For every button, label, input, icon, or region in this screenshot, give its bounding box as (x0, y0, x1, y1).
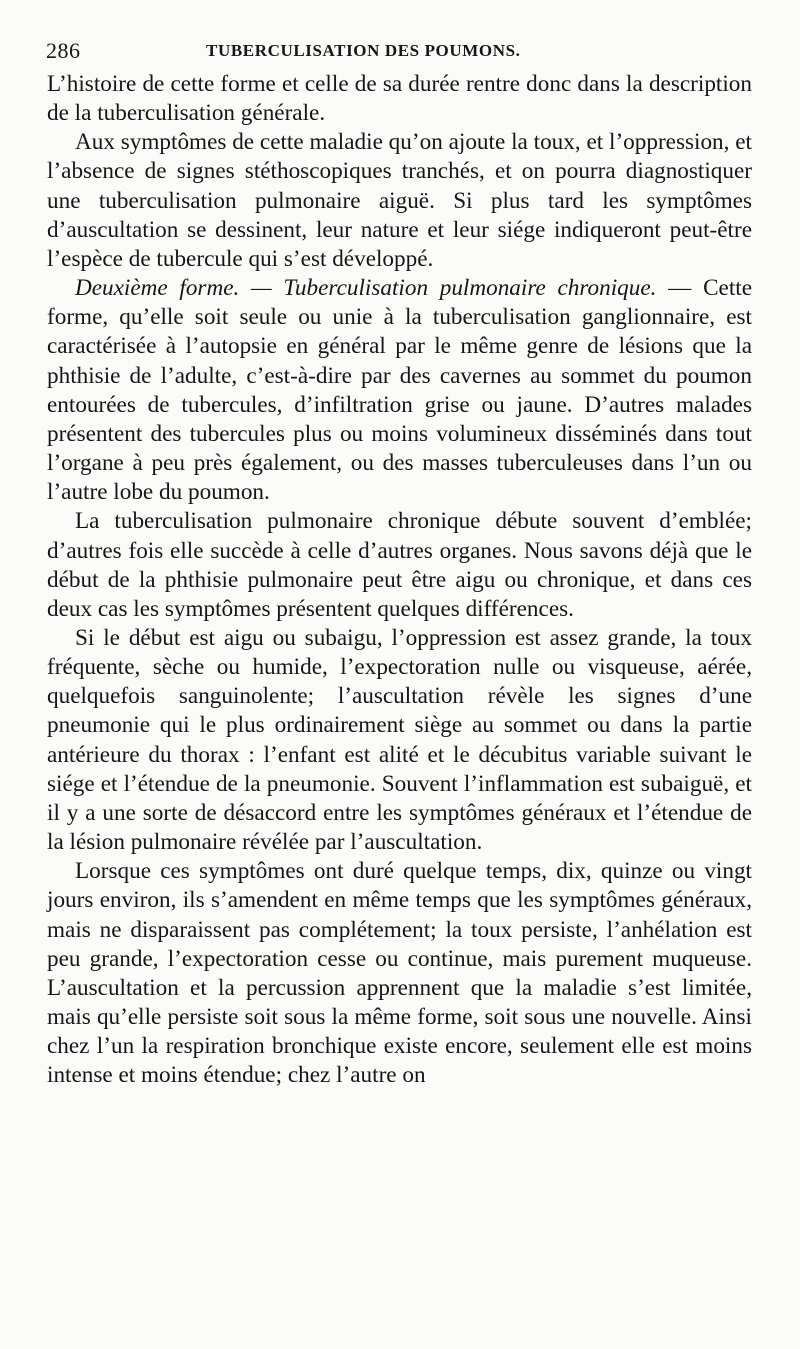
paragraph: L’histoire de cette forme et celle de sa durée rentre donc dans la description de la tuberculisation générale. (47, 71, 752, 127)
paragraph: Lorsque ces symptômes ont duré quelque temps, dix, quinze ou vingt jours environ, ils s’amendent en même temps que les symptômes généraux, mais ne disparaissent pas complétement; la toux persiste, l’anhélation est peu grande, l’expectoration cesse ou continue, mais purement muqueuse. L’auscultation et la percussion apprennent que la maladie s’est limitée, mais qu’elle persiste soit sous la même forme, soit sous une nouvelle. Ainsi chez l’un la respiration bronchique existe encore, seulement elle est moins intense et moins étendue; chez l’autre on (47, 858, 752, 1089)
paragraph (47, 274, 752, 507)
page-number: 286 (46, 38, 81, 63)
paragraph: Si le début est aigu ou subaigu, l’oppression est assez grande, la toux fréquente, sèche ou humide, l’expectoration nulle ou visqueuse, aérée, quelquefois sanguinolente; l’auscultation révèle les signes d’une pneumonie qui le plus ordinairement siège au sommet ou dans la partie antérieure du thorax : l’enfant est alité et le décubitus variable suivant le siége et l’étendue de la pneumonie. Souvent l’inflammation est subaiguë, et il y a une sorte de désaccord entre les symptômes généraux et l’étendue de la lésion pulmonaire révélée par l’auscultation. (47, 624, 752, 856)
section-title: Deuxième forme. — Tuberculisation pulmonaire chronique. (75, 275, 657, 302)
paragraph-text: — Cette forme, qu’elle soit seule ou unie à la tuberculisation ganglionnaire, est caractérisée à l’autopsie en général par le même genre de lésions que la phthisie de l’adulte, c’est-à-dire par des cavernes au sommet du poumon entourées de tubercules, d’infiltration grise ou jaune. D’autres malades présentent des tubercules plus ou moins volumineux disséminés dans tout l’organe à peu près également, ou des masses tuberculeuses dans l’un ou l’autre lobe du poumon. (47, 275, 753, 506)
body-text (47, 70, 752, 1090)
paragraph: Aux symptômes de cette maladie qu’on ajoute la toux, et l’oppression, et l’absence de signes stéthoscopiques tranchés, et on pourra diagnostiquer une tuberculisation pulmonaire aiguë. Si plus tard les symptômes d’auscultation se dessinent, leur nature et leur siége indiqueront peut-être l’espèce de tubercule qui s’est développé. (47, 129, 752, 272)
page-header (46, 38, 756, 64)
paragraph: La tuberculisation pulmonaire chronique débute souvent d’emblée; d’autres fois elle succède à celle d’autres organes. Nous savons déjà que le début de la phthisie pulmonaire peut être aigu ou chronique, et dans ces deux cas les symptômes présentent quelques différences. (47, 508, 752, 622)
running-title: TUBERCULISATION DES POUMONS. (206, 41, 521, 60)
